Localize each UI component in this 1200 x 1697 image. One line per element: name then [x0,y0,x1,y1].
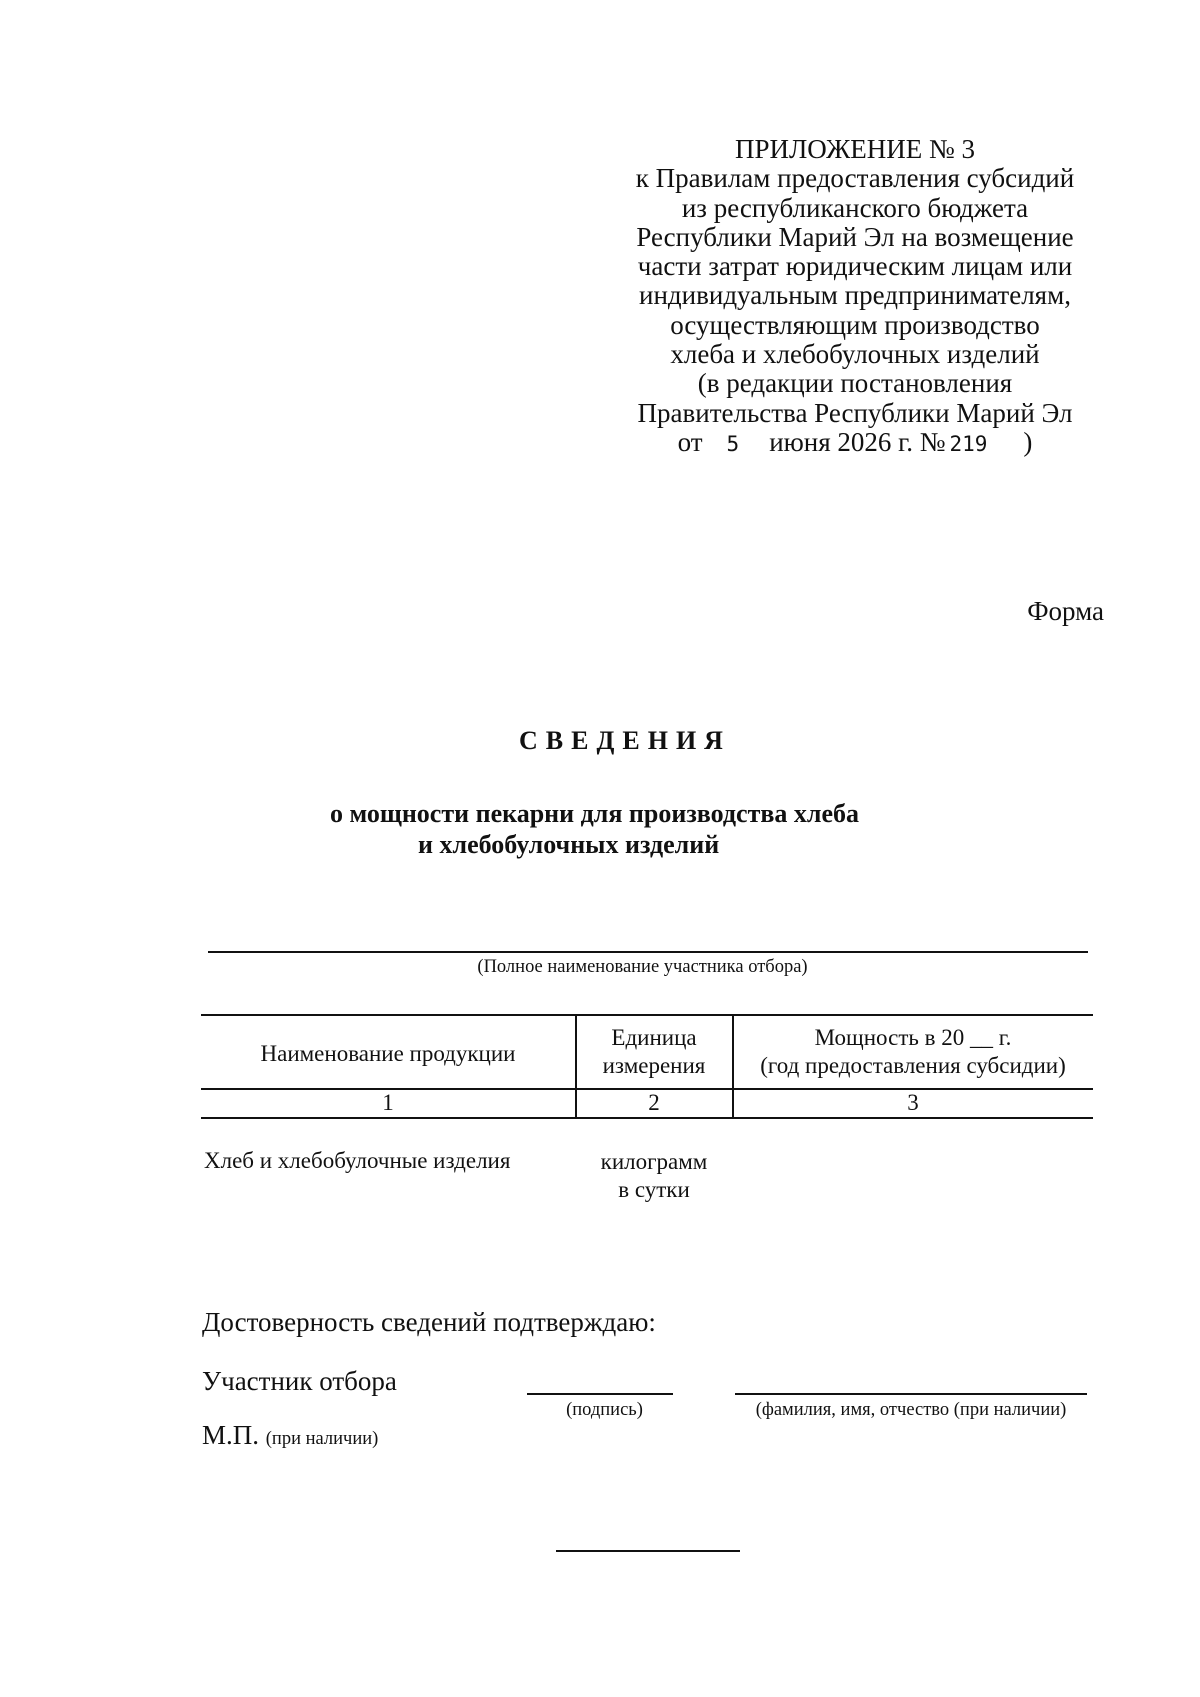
stamp-place-label: М.П. [202,1420,260,1450]
header-unit-line-2: измерения [602,1053,706,1078]
closing-line [556,1550,740,1552]
appendix-line: Правительства Республики Марий Эл [637,397,1073,428]
signature-line [527,1393,673,1395]
stamp-place-note: (при наличии) [265,1429,379,1449]
participant-name-line [208,951,1088,953]
appendix-line: части затрат юридическим лицам или [637,251,1073,282]
row-unit [576,1148,732,1204]
date-day: 5 [726,431,740,456]
appendix-line: к Правилам предоставления субсидий [635,163,1075,194]
header-capacity-line-2: (год предоставления субсидии) [760,1053,1066,1078]
appendix-line: осуществляющим производство [670,309,1040,340]
document-number: 219 [949,431,988,456]
appendix-date-line [600,428,1110,459]
row-product: Хлеб и хлебобулочные изделия [204,1148,511,1173]
participant-name-caption: (Полное наименование участника отбора) [477,957,808,977]
column-number-2: 2 [648,1090,660,1115]
appendix-line: из республиканского бюджета [681,192,1029,223]
signature-caption: (подпись) [566,1400,643,1420]
confirmation-text: Достоверность сведений подтверждаю: [202,1307,656,1337]
document-subtitle [330,798,930,860]
form-label: Форма [1027,596,1104,626]
appendix-title: ПРИЛОЖЕНИЕ № 3 [734,134,976,164]
column-number-3: 3 [907,1090,919,1115]
date-month-year: июня 2026 г. № [769,426,946,457]
document-title: СВЕДЕНИЯ [519,726,731,755]
table-top-border [201,1014,1093,1016]
appendix-line: Республики Марий Эл на возмещение [636,221,1074,252]
header-capacity [733,1024,1093,1080]
appendix-header [600,135,1110,459]
header-capacity-line-1: Мощность в 20 __ г. [814,1025,1012,1050]
participant-label: Участник отбора [202,1366,397,1396]
date-prefix: от [677,426,703,457]
row-unit-line-2: в сутки [618,1177,690,1202]
column-number-1: 1 [382,1090,394,1115]
full-name-line [735,1393,1087,1395]
row-unit-line-1: килограмм [600,1149,708,1174]
appendix-line: (в редакции постановления [697,368,1013,399]
table-numbers-border [201,1117,1093,1119]
appendix-line: хлеба и хлебобулочных изделий [670,339,1040,370]
stamp-place [202,1420,378,1451]
header-unit-line-1: Единица [611,1025,697,1050]
subtitle-line-2: и хлебобулочных изделий [418,830,720,859]
appendix-line: индивидуальным предпринимателям, [639,280,1071,311]
header-unit [576,1024,732,1080]
header-product: Наименование продукции [260,1041,516,1066]
subtitle-line-1: о мощности пекарни для производства хлеба [330,799,860,828]
full-name-caption: (фамилия, имя, отчество (при наличии) [755,1400,1067,1420]
date-suffix: ) [1023,426,1033,457]
